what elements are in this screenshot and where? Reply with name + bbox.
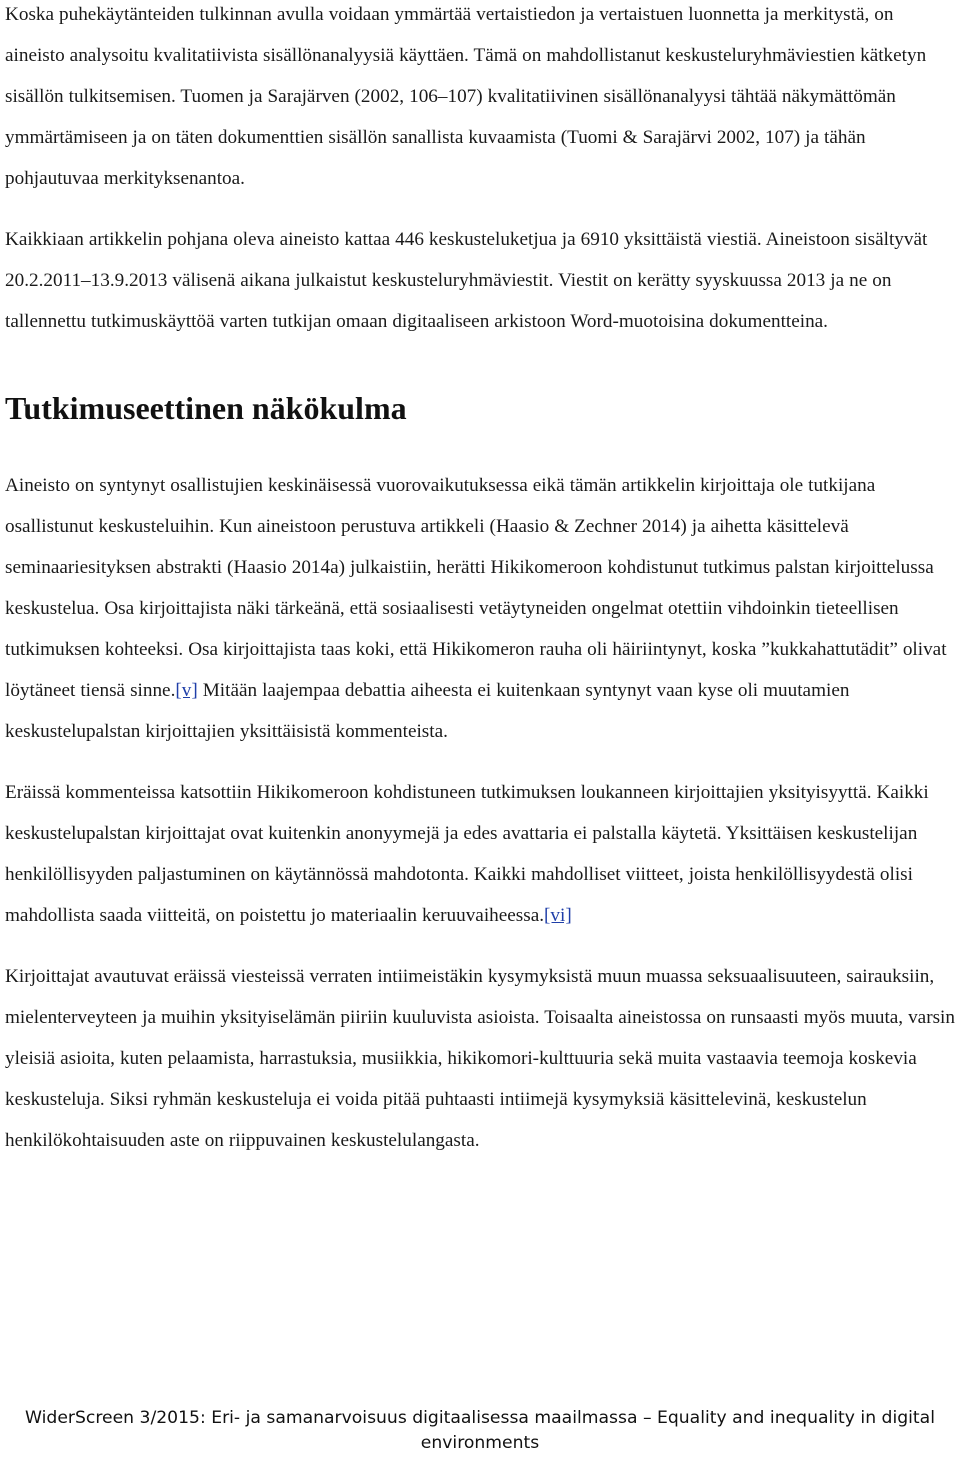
paragraph-text: Aineisto on syntynyt osallistujien keskinäisessä vuorovaikutuksessa eikä tämän artikkelin kirjoittaja ole tutkijana osallistunut keskusteluihin. Kun aineistoon perustuva artikkeli (Haasio & Zechner 2014) ja aihetta käsittelevä seminaariesityksen abstrakti (Haasio 2014a) julkaistiin, herätti Hikikomeroon kohdistunut tutkimus palstan kirjoittelussa keskustelua. Osa kirjoittajista näki tärkeänä, että sosiaalisesti vetäytyneiden ongelmat otettiin vihdoinkin tieteellisen tutkimuksen kohteeksi. Osa kirjoittajista taas koki, että Hikikomeron rauha oli häiriintynyt, koska ”kukkahattutädit” olivat löytäneet tiensä sinne. <box>5 475 947 701</box>
page-footer: WiderScreen 3/2015: Eri- ja samanarvoisuus digitaalisessa maailmassa – Equality and inequality in digital environments <box>25 1408 935 1453</box>
document-page <box>5 0 957 1161</box>
paragraph-text: Mitään laajempaa debattia aiheesta ei kuitenkaan syntynyt vaan kyse oli muutamien keskustelupalstan kirjoittajien yksittäisistä kommenteista. <box>5 680 850 742</box>
paragraph-privacy <box>5 772 957 936</box>
section-heading: Tutkimuseettinen näkökulma <box>5 390 407 426</box>
footnote-link-v[interactable]: [v] <box>175 680 198 701</box>
paragraph-data-description: Kaikkiaan artikkelin pohjana oleva aineisto kattaa 446 keskusteluketjua ja 6910 yksittäistä viestiä. Aineistoon sisältyvät 20.2.2011–13.9.2013 välisenä aikana julkaistut keskusteluryhmäviestit. Viestit on kerätty syyskuussa 2013 ja ne on tallennettu tutkimuskäyttöä varten tutkijan omaan digitaaliseen arkistoon Word-muotoisina dokumentteina. <box>5 229 928 332</box>
paragraph-research-ethics <box>5 465 957 752</box>
paragraph-analysis-method: Koska puhekäytänteiden tulkinnan avulla voidaan ymmärtää vertaistiedon ja vertaistuen luonnetta ja merkitystä, on aineisto analysoitu kvalitatiivista sisällönanalyysiä käyttäen. Tämä on mahdollistanut keskusteluryhmäviestien kätketyn sisällön tulkitsemisen. Tuomen ja Sarajärven (2002, 106–107) kvalitatiivinen sisällönanalyysi tähtää näkymättömän ymmärtämiseen ja on täten dokumenttien sisällön sanallista kuvaamista (Tuomi & Sarajärvi 2002, 107) ja tähän pohjautuvaa merkityksenantoa. <box>5 4 927 189</box>
paragraph-intimate-topics: Kirjoittajat avautuvat eräissä viesteissä verraten intiimeistäkin kysymyksistä muun muassa seksuaalisuuteen, sairauksiin, mielenterveyteen ja muihin yksityiselämän piiriin kuuluvista asioista. Toisaalta aineistossa on runsaasti myös muuta, varsin yleisiä asioita, kuten pelaamista, harrastuksia, musiikkia, hikikomori-kulttuuria sekä muita vastaavia teemoja koskevia keskusteluja. Siksi ryhmän keskusteluja ei voida pitää puhtaasti intiimejä kysymyksiä käsittelevinä, keskustelun henkilökohtaisuuden aste on riippuvainen keskustelulangasta. <box>5 966 955 1151</box>
footnote-link-vi[interactable]: [vi] <box>544 905 572 926</box>
paragraph-text: Eräissä kommenteissa katsottiin Hikikomeroon kohdistuneen tutkimuksen loukanneen kirjoittajien yksityisyyttä. Kaikki keskustelupalstan kirjoittajat ovat kuitenkin anonyymejä ja edes avattaria ei palstalla käytetä. Yksittäisen keskustelijan henkilöllisyyden paljastuminen on käytännössä mahdotonta. Kaikki mahdolliset viitteet, joista henkilöllisyydestä olisi mahdollista saada viitteitä, on poistettu jo materiaalin keruuvaiheessa. <box>5 782 929 926</box>
